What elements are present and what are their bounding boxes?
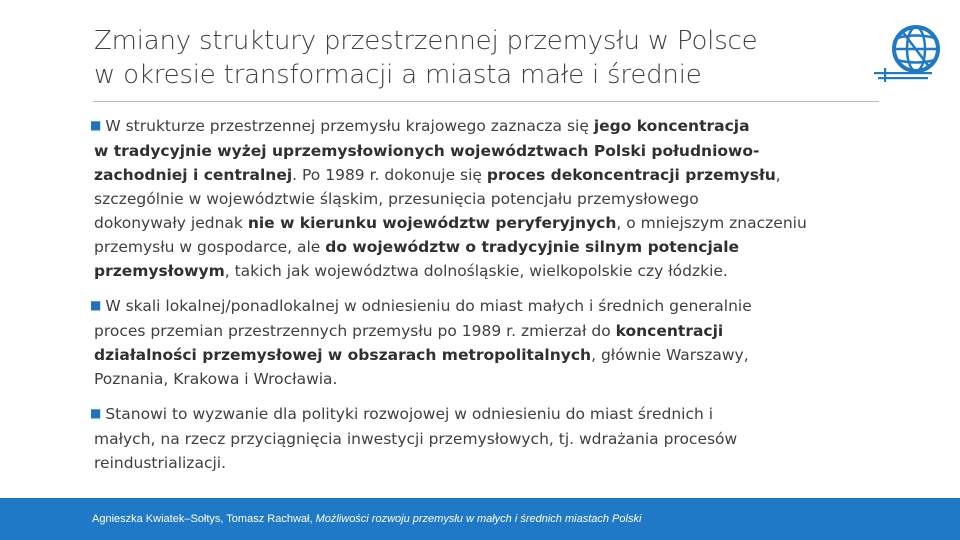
text-run: , o mniejszym znaczeniu [616, 214, 807, 232]
bullet-line [90, 343, 890, 367]
bullet-line [90, 294, 890, 319]
bold-text: proces dekoncentracji przemysłu [486, 166, 776, 184]
text-run: reindustrializacji. [94, 454, 226, 472]
bullet-line [90, 319, 890, 343]
bullet-line [90, 114, 890, 139]
square-bullet-icon: ■ [90, 406, 102, 420]
text-run: szczególnie w województwie śląskim, przesunięcia potencjału przemysłowego [94, 190, 699, 208]
text-run: , [775, 166, 781, 184]
bold-text: do województw o tradycyjnie silnym potencjale [325, 238, 740, 256]
bullet-line [90, 451, 890, 475]
title-line-1: Zmiany struktury przestrzennej przemysłu w Polsce [94, 26, 758, 56]
text-run: dokonywały jednak [94, 214, 248, 232]
bullet-line [90, 259, 890, 283]
text-run: , takich jak województwa dolnośląskie, wielkopolskie czy łódzkie. [224, 262, 728, 280]
square-bullet-icon: ■ [90, 298, 102, 312]
text-run: . Po 1989 r. dokonuje się [292, 166, 487, 184]
bullet-item [90, 402, 890, 475]
bullet-line [90, 402, 890, 427]
text-run: Poznania, Krakowa i Wrocławia. [94, 370, 338, 388]
bold-text: koncentracji [615, 322, 724, 340]
bullet-line [90, 139, 890, 163]
text-run: małych, na rzecz przyciągnięcia inwestycji przemysłowych, tj. wdrażania procesów [94, 430, 738, 448]
text-run: W strukturze przestrzennej przemysłu krajowego zaznacza się [105, 117, 594, 135]
text-run: Stanowi to wyzwanie dla polityki rozwojowej w odniesieniu do miast średnich i [105, 405, 714, 423]
bullet-line [90, 427, 890, 451]
bullet-item [90, 114, 890, 283]
bullet-list [90, 114, 890, 486]
bullet-line [90, 163, 890, 187]
text-run: , głównie Warszawy, [591, 346, 749, 364]
square-bullet-icon: ■ [90, 118, 102, 132]
title-divider [93, 101, 879, 102]
bold-text: działalności przemysłowej w obszarach metropolitalnych [94, 346, 592, 364]
footer-work-title: Możliwości rozwoju przemysłu w małych i średnich miastach Polski [315, 513, 642, 525]
bullet-line [90, 235, 890, 259]
slide-title [94, 24, 874, 92]
bold-text: w tradycyjnie wyżej uprzemysłowionych województwach Polski południowo- [94, 142, 760, 160]
bold-text: przemysłowym [94, 262, 225, 280]
text-run: proces przemian przestrzennych przemysłu po 1989 r. zmierzał do [94, 322, 616, 340]
bold-text: nie w kierunku województw peryferyjnych [247, 214, 617, 232]
text-run: przemysłu w gospodarce, ale [94, 238, 326, 256]
title-line-2: w okresie transformacji a miasta małe i średnie [94, 60, 702, 90]
bold-text: jego koncentracja [593, 117, 750, 135]
text-run: W skali lokalnej/ponadlokalnej w odniesieniu do miast małych i średnich generalnie [105, 297, 752, 315]
bullet-line [90, 187, 890, 211]
footer-citation [92, 513, 641, 525]
footer-bar [0, 498, 960, 540]
bullet-line [90, 367, 890, 391]
bullet-line [90, 211, 890, 235]
globe-logo-icon [868, 22, 944, 86]
bullet-item [90, 294, 890, 391]
bold-text: zachodniej i centralnej [94, 166, 293, 184]
footer-authors: Agnieszka Kwiatek–Sołtys, Tomasz Rachwał, [92, 513, 313, 525]
